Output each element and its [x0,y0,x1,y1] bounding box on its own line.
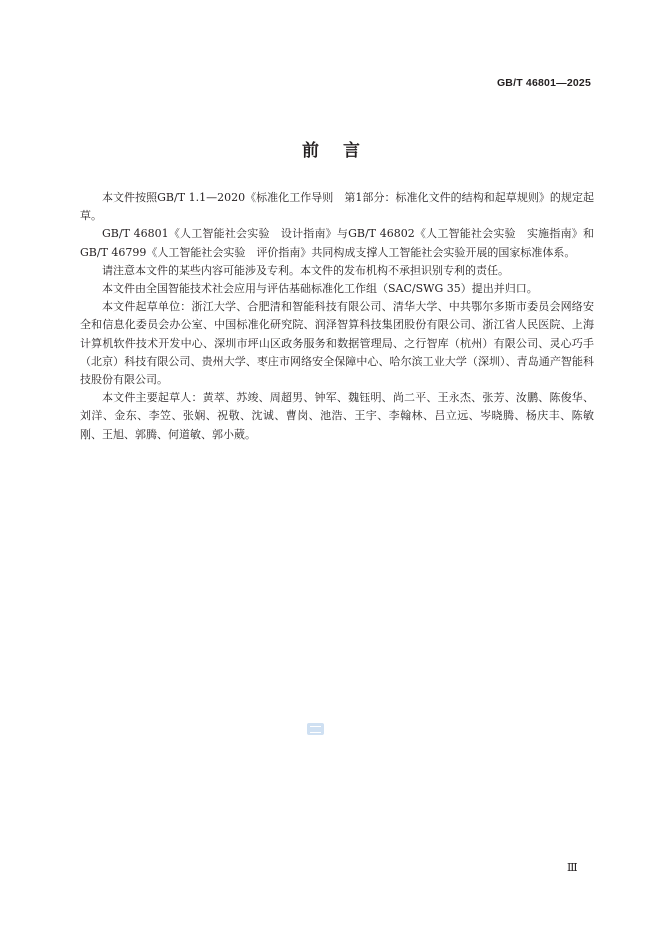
paragraph-drafters: 本文件主要起草人：黄萃、苏竣、周超男、钟军、魏钰明、尚二平、王永杰、张芳、汝鹏、陈俊华、刘洋、金东、李笠、张娴、祝敬、沈诚、曹岗、池浩、王宇、李翰林、吕立远、岑晓腾、杨庆丰、陈敏刚、王旭、郭腾、何道敏、郭小葳。 [80,391,594,441]
paragraph-standard-system: GB/T 46801《人工智能社会实验 设计指南》与GB/T 46802《人工智能社会实验 实施指南》和GB/T 46799《人工智能社会实验 评价指南》共同构成支撑人工智能社会实验开展的国家标准体系。 [80,227,594,259]
paragraph-proposer: 本文件由全国智能技术社会应用与评估基础标准化工作组（SAC/SWG 35）提出并归口。 [102,282,538,296]
page-title: 前言 [302,141,384,161]
paragraph-drafting-rules: 本文件按照GB/T 1.1—2020《标准化工作导则 第1部分：标准化文件的结构和起草规则》的规定起草。 [80,191,594,223]
foreword-body [80,189,594,444]
watermark-logo-icon [307,723,324,735]
paragraph-patent-notice: 请注意本文件的某些内容可能涉及专利。本文件的发布机构不承担识别专利的责任。 [102,263,509,277]
paragraph-drafting-units: 本文件起草单位：浙江大学、合肥清和智能科技有限公司、清华大学、中共鄂尔多斯市委员会网络安全和信息化委员会办公室、中国标准化研究院、润泽智算科技集团股份有限公司、浙江省人民医院、上海计算机软件技术开发中心、深圳市坪山区政务服务和数据管理局、之行智库（杭州）有限公司、灵心巧手（北京）科技有限公司、贵州大学、枣庄市网络安全保障中心、哈尔滨工业大学（深圳）、青岛通产智能科技股份有限公司。 [80,300,594,387]
standard-code: GB/T 46801—2025 [496,77,591,89]
page-number: Ⅲ [567,861,578,874]
